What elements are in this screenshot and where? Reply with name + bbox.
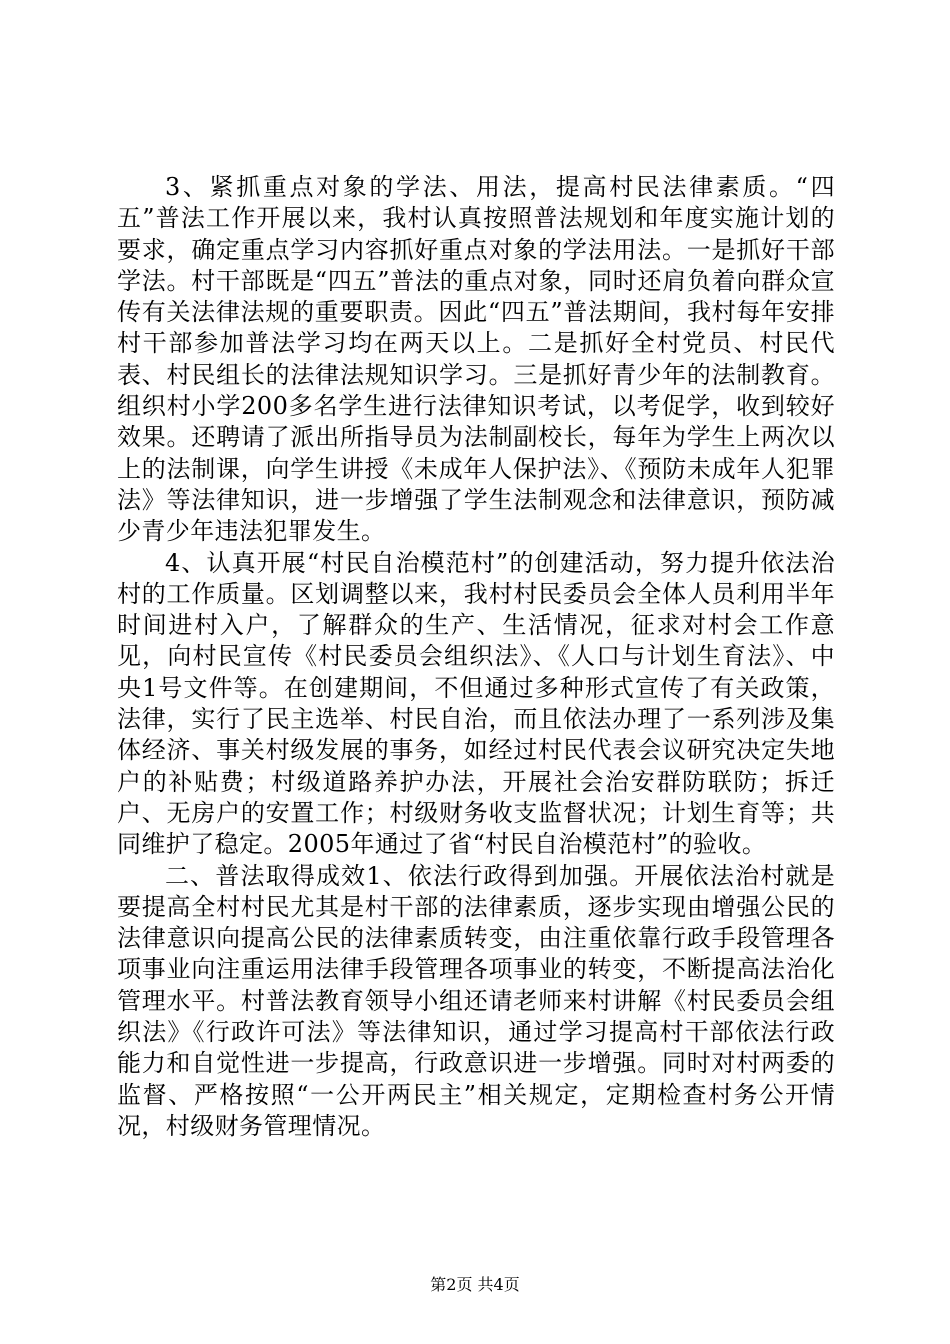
paragraph-3-key-targets: 3、紧抓重点对象的学法、用法，提高村民法律素质。“四五”普法工作开展以来，我村认真按照普法规划和年度实施计划的要求，确定重点学习内容抓好重点对象的学法用法。一是抓好干部学法。村干部既是“四五”普法的重点对象，同时还肩负着向群众宣传有关法律法规的重要职责。因此“四五”普法期间，我村每年安排村干部参加普法学习均在两天以上。二是抓好全村党员、村民代表、村民组长的法律法规知识学习。三是抓好青少年的法制教育。组织村小学200多名学生进行法律知识考试，以考促学，收到较好效果。还聘请了派出所指导员为法制副校长，每年为学生上两次以上的法制课，向学生讲授《未成年人保护法》、《预防未成年人犯罪法》等法律知识，进一步增强了学生法制观念和法律意识，预防减少青少年违法犯罪发生。 [117,173,835,546]
document-body [117,172,835,1142]
paragraph-results: 二、普法取得成效1、依法行政得到加强。开展依法治村就是要提高全村村民尤其是村干部的法律素质，逐步实现由增强公民的法律意识向提高公民的法律素质转变，由注重依靠行政手段管理各项事业向注重运用法律手段管理各项事业的转变，不断提高法治化管理水平。村普法教育领导小组还请老师来村讲解《村民委员会组织法》《行政许可法》等法律知识，通过学习提高村干部依法行政能力和自觉性进一步提高，行政意识进一步增强。同时对村两委的监督、严格按照“一公开两民主”相关规定，定期检查村务公开情况，村级财务管理情况。 [117,861,835,1140]
page-footer: 第2页 共4页 [430,1275,520,1294]
paragraph-4-model-village: 4、认真开展“村民自治模范村”的创建活动，努力提升依法治村的工作质量。区划调整以来，我村村民委员会全体人员利用半年时间进村入户，了解群众的生产、生活情况，征求对村会工作意见，向村民宣传《村民委员会组织法》、《人口与计划生育法》、中央1号文件等。在创建期间，不但通过多种形式宣传了有关政策，法律，实行了民主选举、村民自治，而且依法办理了一系列涉及集体经济、事关村级发展的事务，如经过村民代表会议研究决定失地户的补贴费；村级道路养护办法，开展社会治安群防联防；拆迁户、无房户的安置工作；村级财务收支监督状况；计划生育等；共同维护了稳定。2005年通过了省“村民自治模范村”的验收。 [117,548,835,859]
